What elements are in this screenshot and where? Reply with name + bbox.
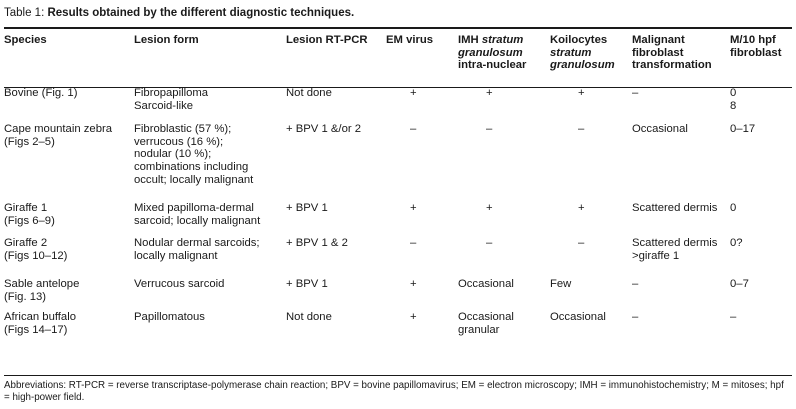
table-row xyxy=(4,237,792,278)
header-malignant: Malignant fibroblast transformation xyxy=(632,34,712,72)
cell-rtpcr: Not done xyxy=(286,311,332,323)
cell-rtpcr: + BPV 1 & 2 xyxy=(286,237,348,249)
cell-species: Sable antelope (Fig. 13) xyxy=(4,278,80,303)
cell-imh: – xyxy=(486,123,493,135)
cell-em-virus: – xyxy=(410,123,417,135)
header-imh-tail: intra-nuclear xyxy=(458,59,527,72)
cell-koilocytes: + xyxy=(578,87,585,99)
cell-koilocytes: – xyxy=(578,237,585,249)
table-row xyxy=(4,87,792,123)
cell-lesion-form: Fibropapilloma Sarcoid-like xyxy=(134,87,209,112)
cell-imh: – xyxy=(486,237,493,249)
cell-lesion-form: Fibroblastic (57 %); verrucous (16 %); nodular (10 %); combinations including occult; locally malignant xyxy=(134,123,254,186)
header-koil-text: Koilocytes xyxy=(550,34,608,46)
cell-species: Cape mountain zebra (Figs 2–5) xyxy=(4,123,113,148)
cell-koilocytes: + xyxy=(578,202,585,214)
cell-rtpcr: + BPV 1 xyxy=(286,202,328,214)
cell-koilocytes: Few xyxy=(550,278,572,290)
results-table xyxy=(4,34,792,351)
caption-title: Results obtained by the different diagnostic techniques. xyxy=(47,7,355,19)
cell-mitoses: 0–17 xyxy=(730,123,756,135)
header-imh-italic: stratum granulosum xyxy=(458,34,524,59)
caption-prefix: Table 1: xyxy=(4,7,48,19)
cell-em-virus: + xyxy=(410,202,417,214)
header-lesion-form: Lesion form xyxy=(134,34,199,46)
table-row xyxy=(4,278,792,311)
table-row xyxy=(4,311,792,351)
cell-em-virus: + xyxy=(410,278,417,290)
cell-species: Giraffe 1 (Figs 6–9) xyxy=(4,202,55,227)
cell-malignant: Occasional xyxy=(632,123,688,135)
cell-imh: + xyxy=(486,87,493,99)
cell-imh: + xyxy=(486,202,493,214)
cell-rtpcr: Not done xyxy=(286,87,332,99)
header-koil-italic: stratum granulosum xyxy=(550,46,615,72)
cell-mitoses: – xyxy=(730,311,737,323)
header-em-virus: EM virus xyxy=(386,34,434,46)
cell-rtpcr: + BPV 1 xyxy=(286,278,328,290)
cell-species: African buffalo (Figs 14–17) xyxy=(4,311,77,336)
header-imh-text: IMH xyxy=(458,34,482,46)
top-rule xyxy=(4,27,792,29)
cell-mitoses: 0 8 xyxy=(730,87,737,112)
cell-koilocytes: – xyxy=(578,123,585,135)
cell-malignant: Scattered dermis >giraffe 1 xyxy=(632,237,718,262)
cell-malignant: – xyxy=(632,87,639,99)
cell-species: Bovine (Fig. 1) xyxy=(4,87,78,99)
bottom-rule xyxy=(4,375,792,376)
cell-lesion-form: Papillomatous xyxy=(134,311,205,323)
header-species: Species xyxy=(4,34,47,46)
cell-em-virus: – xyxy=(410,237,417,249)
cell-rtpcr: + BPV 1 &/or 2 xyxy=(286,123,362,135)
table-row xyxy=(4,123,792,202)
header-row xyxy=(4,34,792,87)
cell-imh: Occasional xyxy=(458,278,514,290)
cell-lesion-form: Mixed papilloma-dermal sarcoid; locally malignant xyxy=(134,202,261,227)
cell-malignant: Scattered dermis xyxy=(632,202,718,214)
cell-em-virus: + xyxy=(410,87,417,99)
table-caption xyxy=(4,7,354,19)
header-rtpcr: Lesion RT-PCR xyxy=(286,34,368,46)
cell-malignant: – xyxy=(632,278,639,290)
cell-species: Giraffe 2 (Figs 10–12) xyxy=(4,237,68,262)
cell-mitoses: 0? xyxy=(730,237,743,249)
cell-imh: Occasional granular xyxy=(458,311,514,336)
header-mitoses: M/10 hpf fibroblast xyxy=(730,34,782,59)
cell-lesion-form: Nodular dermal sarcoids; locally malignant xyxy=(134,237,260,262)
cell-lesion-form: Verrucous sarcoid xyxy=(134,278,225,290)
cell-mitoses: 0–7 xyxy=(730,278,749,290)
cell-malignant: – xyxy=(632,311,639,323)
header-imh xyxy=(458,34,550,87)
table-footnote: Abbreviations: RT-PCR = reverse transcriptase-polymerase chain reaction; BPV = bovine papillomavirus; EM = electron microscopy; IMH = immunohistochemistry; M = mitoses; hpf = high-power field. xyxy=(4,380,784,403)
table-row xyxy=(4,202,792,237)
cell-koilocytes: Occasional xyxy=(550,311,606,323)
cell-mitoses: 0 xyxy=(730,202,737,214)
header-koilocytes xyxy=(550,34,632,87)
cell-em-virus: + xyxy=(410,311,417,323)
